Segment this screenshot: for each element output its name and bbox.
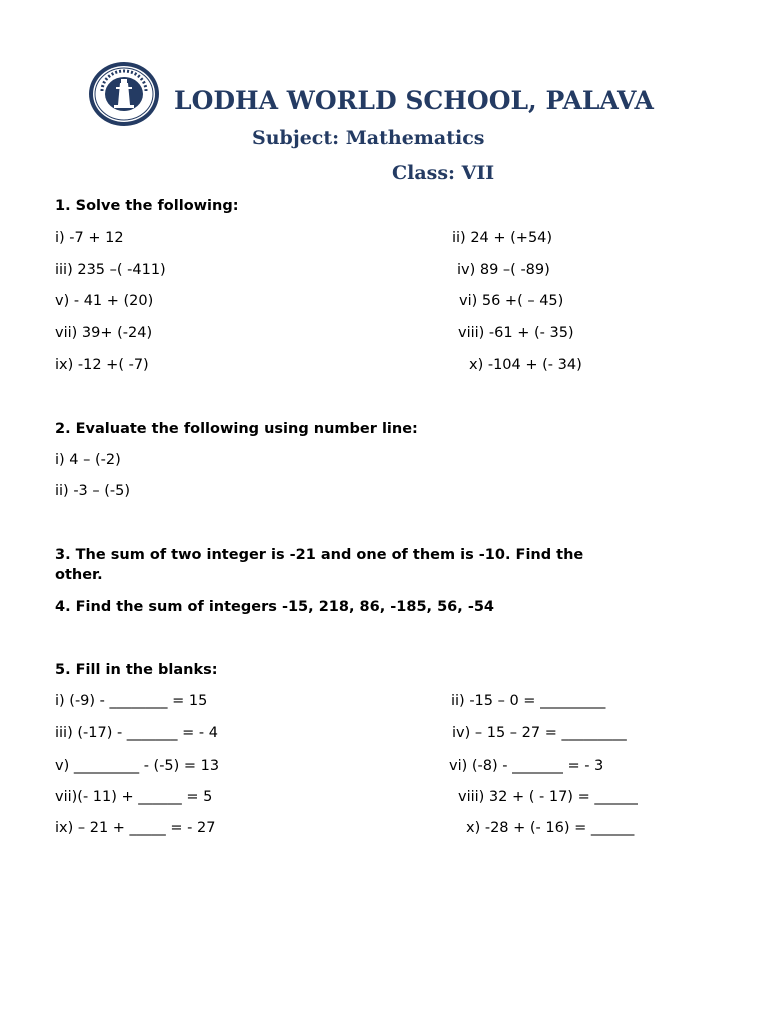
school-name: LODHA WORLD SCHOOL, PALAVA [174,86,654,115]
q1-item: v) - 41 + (20) [55,293,154,309]
q5-item: iv) – 15 – 27 = _________ [452,725,627,741]
q5-item: ix) – 21 + _____ = - 27 [55,820,216,836]
q5-item: ii) -15 – 0 = _________ [451,693,606,709]
q5-item: i) (-9) - ________ = 15 [55,693,208,709]
q1-item: vii) 39+ (-24) [55,325,153,341]
q5-title: 5. Fill in the blanks: [55,662,218,678]
q1-item: iii) 235 –( -411) [55,262,166,278]
q3-line1: 3. The sum of two integer is -21 and one of them is -10. Find the [55,547,584,563]
q1-item: ix) -12 +( -7) [55,357,149,373]
q5-item: vii)(- 11) + ______ = 5 [55,789,213,805]
subject-title: Subject: Mathematics [252,127,485,149]
school-logo [88,61,160,127]
q3-line2: other. [55,567,103,583]
q2-item: ii) -3 – (-5) [55,483,131,499]
q2-title: 2. Evaluate the following using number line: [55,421,418,437]
q1-item: x) -104 + (- 34) [469,357,582,373]
q5-item: v) _________ - (-5) = 13 [55,758,220,774]
class-title: Class: VII [392,162,495,184]
q1-title: 1. Solve the following: [55,198,239,214]
q5-item: viii) 32 + ( - 17) = ______ [458,789,638,805]
q5-item: x) -28 + (- 16) = ______ [466,820,635,836]
q1-item: iv) 89 –( -89) [457,262,550,278]
q4-title: 4. Find the sum of integers -15, 218, 86, -185, 56, -54 [55,599,495,615]
q1-item: ii) 24 + (+54) [452,230,553,246]
q1-item: vi) 56 +( – 45) [459,293,564,309]
q1-item: i) -7 + 12 [55,230,124,246]
q1-item: viii) -61 + (- 35) [458,325,574,341]
q5-item: vi) (-8) - _______ = - 3 [449,758,604,774]
q2-item: i) 4 – (-2) [55,452,121,468]
q5-item: iii) (-17) - _______ = - 4 [55,725,218,741]
